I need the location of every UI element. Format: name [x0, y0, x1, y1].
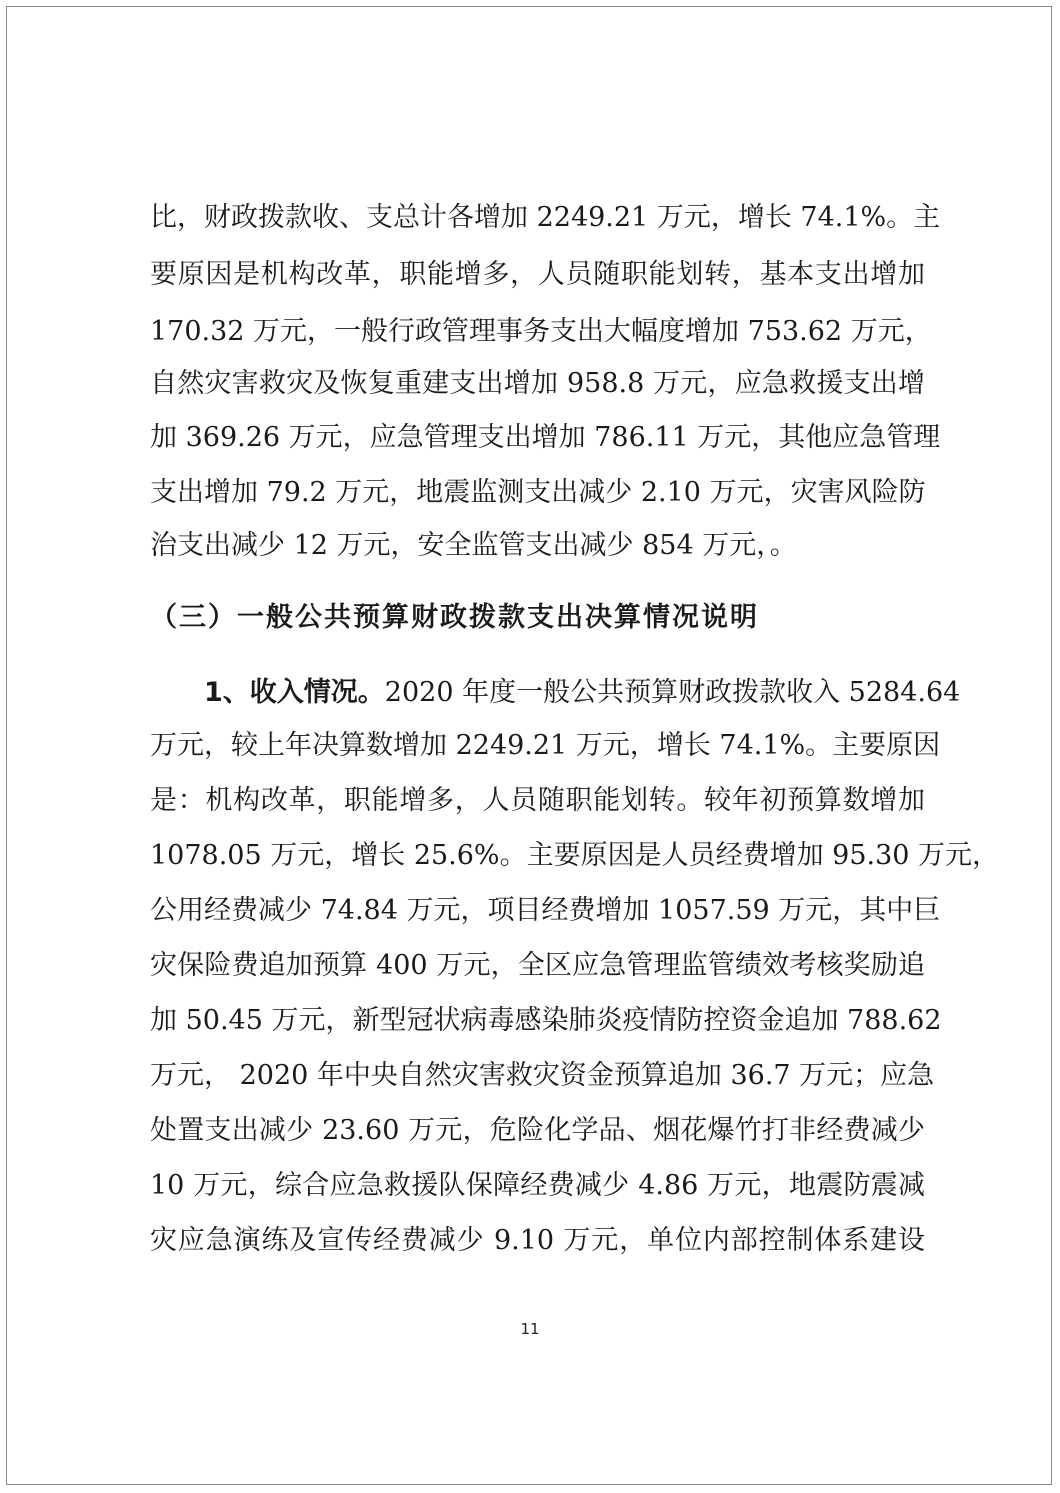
paragraph-1-line-3: 170.32 万元，一般行政管理事务支出大幅度增加 753.62 万元， — [150, 316, 932, 347]
page-number: 11 — [520, 1320, 540, 1338]
paragraph-2-line-7: 加 50.45 万元，新型冠状病毒感染肺炎疫情防控资金追加 788.62 — [150, 1005, 942, 1036]
paragraph-1-line-1: 比，财政拨款收、支总计各增加 2249.21 万元，增长 74.1%。主 — [150, 202, 941, 233]
paragraph-2-line-10: 10 万元，综合应急救援队保障经费减少 4.86 万元，地震防震减 — [150, 1170, 925, 1201]
section-heading: （三）一般公共预算财政拨款支出决算情况说明 — [150, 602, 759, 633]
paragraph-2-line-6: 灾保险费追加预算 400 万元，全区应急管理监管绩效考核奖励追 — [150, 950, 925, 981]
paragraph-1-line-6: 支出增加 79.2 万元，地震监测支出减少 2.10 万元，灾害风险防 — [150, 477, 926, 508]
paragraph-1-line-4: 自然灾害救灾及恢复重建支出增加 958.8 万元，应急救援支出增 — [150, 368, 925, 399]
paragraph-2-line-11: 灾应急演练及宣传经费减少 9.10 万元，单位内部控制体系建设 — [150, 1225, 925, 1256]
paragraph-2-line-8: 万元， 2020 年中央自然灾害救灾资金预算追加 36.7 万元；应急 — [150, 1060, 935, 1091]
paragraph-2-line-4: 1078.05 万元，增长 25.6%。主要原因是人员经费增加 95.30 万元， — [150, 840, 1000, 871]
paragraph-1-line-5: 加 369.26 万元，应急管理支出增加 786.11 万元，其他应急管理 — [150, 422, 941, 453]
paragraph-2-line-5: 公用经费减少 74.84 万元，项目经费增加 1057.59 万元，其中巨 — [150, 895, 941, 926]
paragraph-1-line-2: 要原因是机构改革，职能增多，人员随职能划转，基本支出增加 — [150, 259, 925, 290]
paragraph-2-lead: 1、收入情况。 — [204, 677, 385, 708]
paragraph-2-line-1-text: 2020 年度一般公共预算财政拨款收入 5284.64 — [384, 677, 961, 708]
paragraph-2-line-1 — [204, 675, 961, 711]
paragraph-2-line-2: 万元，较上年决算数增加 2249.21 万元，增长 74.1%。主要原因 — [150, 730, 941, 761]
paragraph-2-line-3: 是：机构改革，职能增多，人员随职能划转。较年初预算数增加 — [150, 785, 925, 816]
paragraph-2-line-9: 处置支出减少 23.60 万元，危险化学品、烟花爆竹打非经费减少 — [150, 1115, 925, 1146]
paragraph-1-line-7: 治支出减少 12 万元，安全监管支出减少 854 万元，。 — [150, 530, 797, 561]
